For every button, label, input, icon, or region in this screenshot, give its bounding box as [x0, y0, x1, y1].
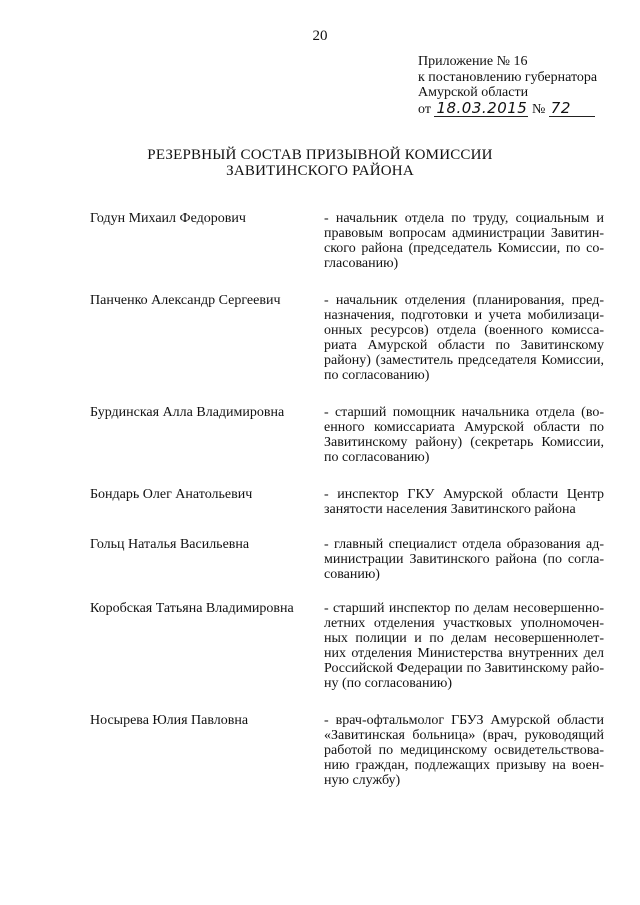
role-line: онных ресурсов) отдела (военного комисса-	[324, 323, 604, 338]
role-line: гласованию)	[324, 256, 399, 271]
handwritten-date: 18.03.2015	[436, 98, 528, 117]
role-line: - начальник отделения (планирования, пред-	[324, 293, 604, 308]
role-line: «Завитинская больница» (врач, руководящий	[324, 728, 604, 743]
member-name: Бондарь Олег Анатольевич	[90, 487, 253, 502]
role-line: - инспектор ГКУ Амурской области Центр	[324, 487, 604, 502]
role-line: по согласованию)	[324, 368, 430, 383]
member-name: Носырева Юлия Павловна	[90, 713, 249, 728]
title-line-2: ЗАВИТИНСКОГО РАЙОНА	[226, 163, 414, 179]
member-role	[324, 487, 604, 517]
member-role	[324, 713, 604, 788]
role-line: ну (по согласованию)	[324, 676, 453, 691]
role-line: правовым вопросам администрации Завитин-	[324, 226, 604, 241]
annex-block	[418, 54, 618, 117]
member-role	[324, 601, 604, 691]
page-number: 20	[312, 28, 328, 44]
annex-decree-line: к постановлению губернатора	[418, 69, 598, 85]
role-line: енного комиссариата Амурской области по	[324, 420, 604, 435]
member-name: Годун Михаил Федорович	[90, 211, 246, 226]
role-line: району) (заместитель председателя Комиссии,	[324, 353, 604, 368]
role-line: - старший инспектор по делам несовершенно-	[324, 601, 604, 616]
role-line: летних отделения участковых уполномочен-	[324, 616, 604, 631]
role-line: Российской Федерации по Завитинскому райо-	[324, 661, 604, 676]
member-name: Бурдинская Алла Владимировна	[90, 405, 285, 420]
member-role	[324, 293, 604, 383]
member-role	[324, 405, 604, 465]
annex-title: Приложение № 16	[418, 54, 528, 69]
member-role	[324, 211, 604, 271]
role-line: ную службу)	[324, 773, 401, 788]
title-line-1: РЕЗЕРВНЫЙ СОСТАВ ПРИЗЫВНОЙ КОМИССИИ	[147, 147, 493, 163]
document-title	[0, 147, 640, 179]
role-line: занятости населения Завитинского района	[324, 502, 576, 517]
member-role	[324, 537, 604, 582]
role-line: по согласованию)	[324, 450, 430, 465]
member-name: Панченко Александр Сергеевич	[90, 293, 281, 308]
role-line: работой по медицинскому освидетельствова-	[324, 743, 604, 758]
handwritten-number: 72	[549, 101, 595, 118]
number-prefix: №	[531, 101, 546, 117]
role-line: министрации Завитинского района (по согла-	[324, 552, 604, 567]
role-line: - главный специалист отдела образования ад-	[324, 537, 604, 552]
role-line: риата Амурской области по Завитинскому	[324, 338, 604, 353]
role-line: них отделения Министерства внутренних дел	[324, 646, 604, 661]
role-line: сованию)	[324, 567, 380, 582]
annex-date-line	[418, 98, 618, 118]
date-prefix: от	[418, 101, 431, 117]
role-line: - начальник отдела по труду, социальным и	[324, 211, 604, 226]
role-line: ского района (председатель Комиссии, по со-	[324, 241, 604, 256]
member-name: Гольц Наталья Васильевна	[90, 537, 250, 552]
role-line: нию граждан, подлежащих призыву на воен-	[324, 758, 604, 773]
annex-region-line: Амурской области	[418, 85, 529, 100]
role-line: ных полиции и по делам несовершеннолет-	[324, 631, 604, 646]
role-line: назначения, подготовки и учета мобилизаци-	[324, 308, 604, 323]
member-name: Коробская Татьяна Владимировна	[90, 601, 294, 616]
role-line: - старший помощник начальника отдела (во-	[324, 405, 604, 420]
role-line: - врач-офтальмолог ГБУЗ Амурской области	[324, 713, 604, 728]
role-line: Завитинскому району) (секретарь Комиссии,	[324, 435, 604, 450]
